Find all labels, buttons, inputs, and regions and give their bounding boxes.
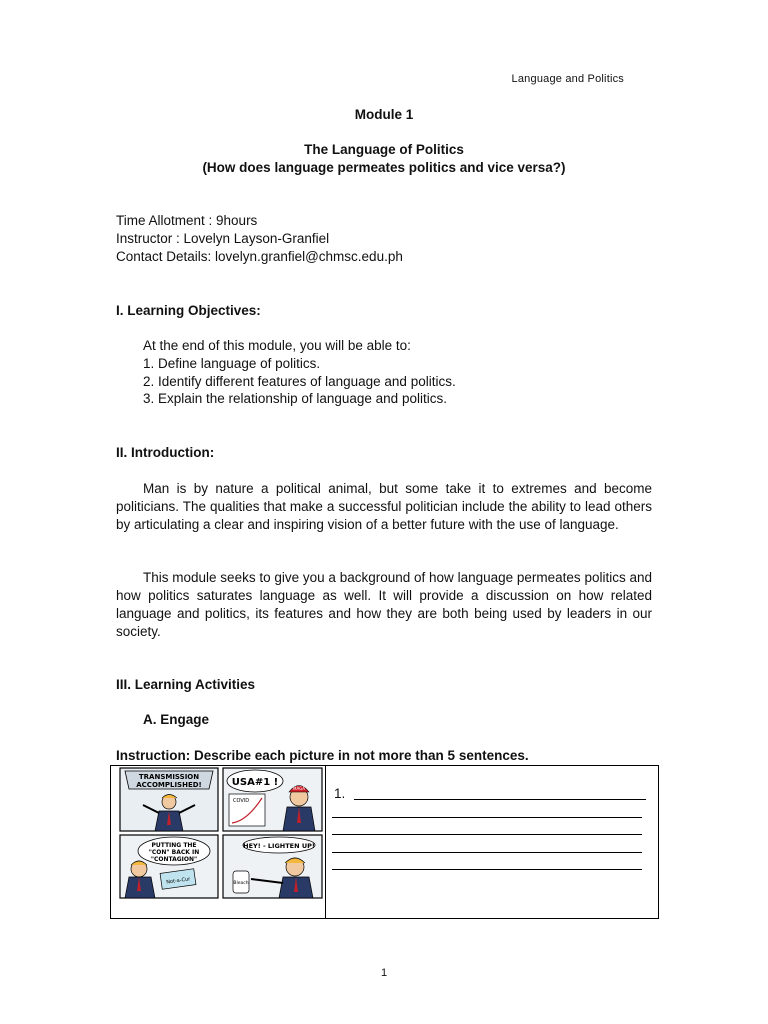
table-divider bbox=[325, 766, 326, 918]
activity-table bbox=[110, 765, 659, 919]
engage-heading: A. Engage bbox=[143, 712, 210, 727]
answer-line[interactable] bbox=[332, 852, 642, 853]
module-subtitle: (How does language permeates politics and vice versa?) bbox=[202, 160, 566, 175]
contact-details: Contact Details: lovelyn.granfiel@chmsc.edu.ph bbox=[116, 249, 403, 264]
introduction-heading: II. Introduction: bbox=[116, 445, 215, 460]
cartoon-text: MAGA bbox=[293, 786, 305, 791]
module-number: Module 1 bbox=[354, 107, 414, 122]
cartoon-text: HEY! - LIGHTEN UP! bbox=[243, 842, 315, 850]
instructor: Instructor : Lovelyn Layson-Granfiel bbox=[116, 231, 330, 246]
cartoon-text: COVID bbox=[233, 798, 250, 804]
objective-item: 3. Explain the relationship of language and politics. bbox=[143, 391, 447, 406]
page-number: 1 bbox=[380, 967, 388, 979]
political-cartoon-image bbox=[119, 767, 323, 899]
activities-heading: III. Learning Activities bbox=[116, 677, 256, 692]
objectives-heading: I. Learning Objectives: bbox=[116, 303, 261, 318]
cartoon-text: PUTTING THE bbox=[151, 842, 197, 849]
answer-line[interactable] bbox=[354, 799, 646, 800]
answer-number: 1. bbox=[334, 786, 346, 801]
objective-item: 1. Define language of politics. bbox=[143, 356, 321, 371]
module-title: The Language of Politics bbox=[304, 142, 464, 157]
cartoon-text: Bleach bbox=[233, 881, 249, 886]
answer-line[interactable] bbox=[332, 869, 642, 870]
cartoon-text: Not-a-Cur bbox=[165, 876, 191, 886]
objectives-intro: At the end of this module, you will be able to: bbox=[143, 338, 411, 353]
cartoon-text: "CONTAGION" bbox=[150, 856, 198, 863]
cartoon-text: USA#1 ! bbox=[231, 777, 279, 788]
introduction-paragraph-1: Man is by nature a political animal, but some take it to extremes and become politicians. The qualities that make a successful politician include the ability to lead others by articulating a clear and inspiring vision of a better future with the use of language. bbox=[116, 481, 652, 532]
cartoon-text: "CON" BACK IN bbox=[148, 849, 200, 856]
running-header: Language and Politics bbox=[511, 73, 624, 85]
objective-item: 2. Identify different features of language and politics. bbox=[143, 374, 456, 389]
answer-line[interactable] bbox=[332, 834, 642, 835]
time-allotment: Time Allotment : 9hours bbox=[116, 213, 258, 228]
instruction-text: Instruction: Describe each picture in not more than 5 sentences. bbox=[116, 748, 529, 763]
cartoon-text: TRANSMISSION bbox=[138, 773, 200, 781]
introduction-paragraph-2: This module seeks to give you a background of how language permeates politics and how politics saturates language as well. It will provide a discussion on how related language and politics, its features and how they are both being used by leaders in our society. bbox=[116, 570, 652, 639]
answer-line[interactable] bbox=[332, 817, 642, 818]
cartoon-text: ACCOMPLISHED! bbox=[136, 781, 202, 789]
